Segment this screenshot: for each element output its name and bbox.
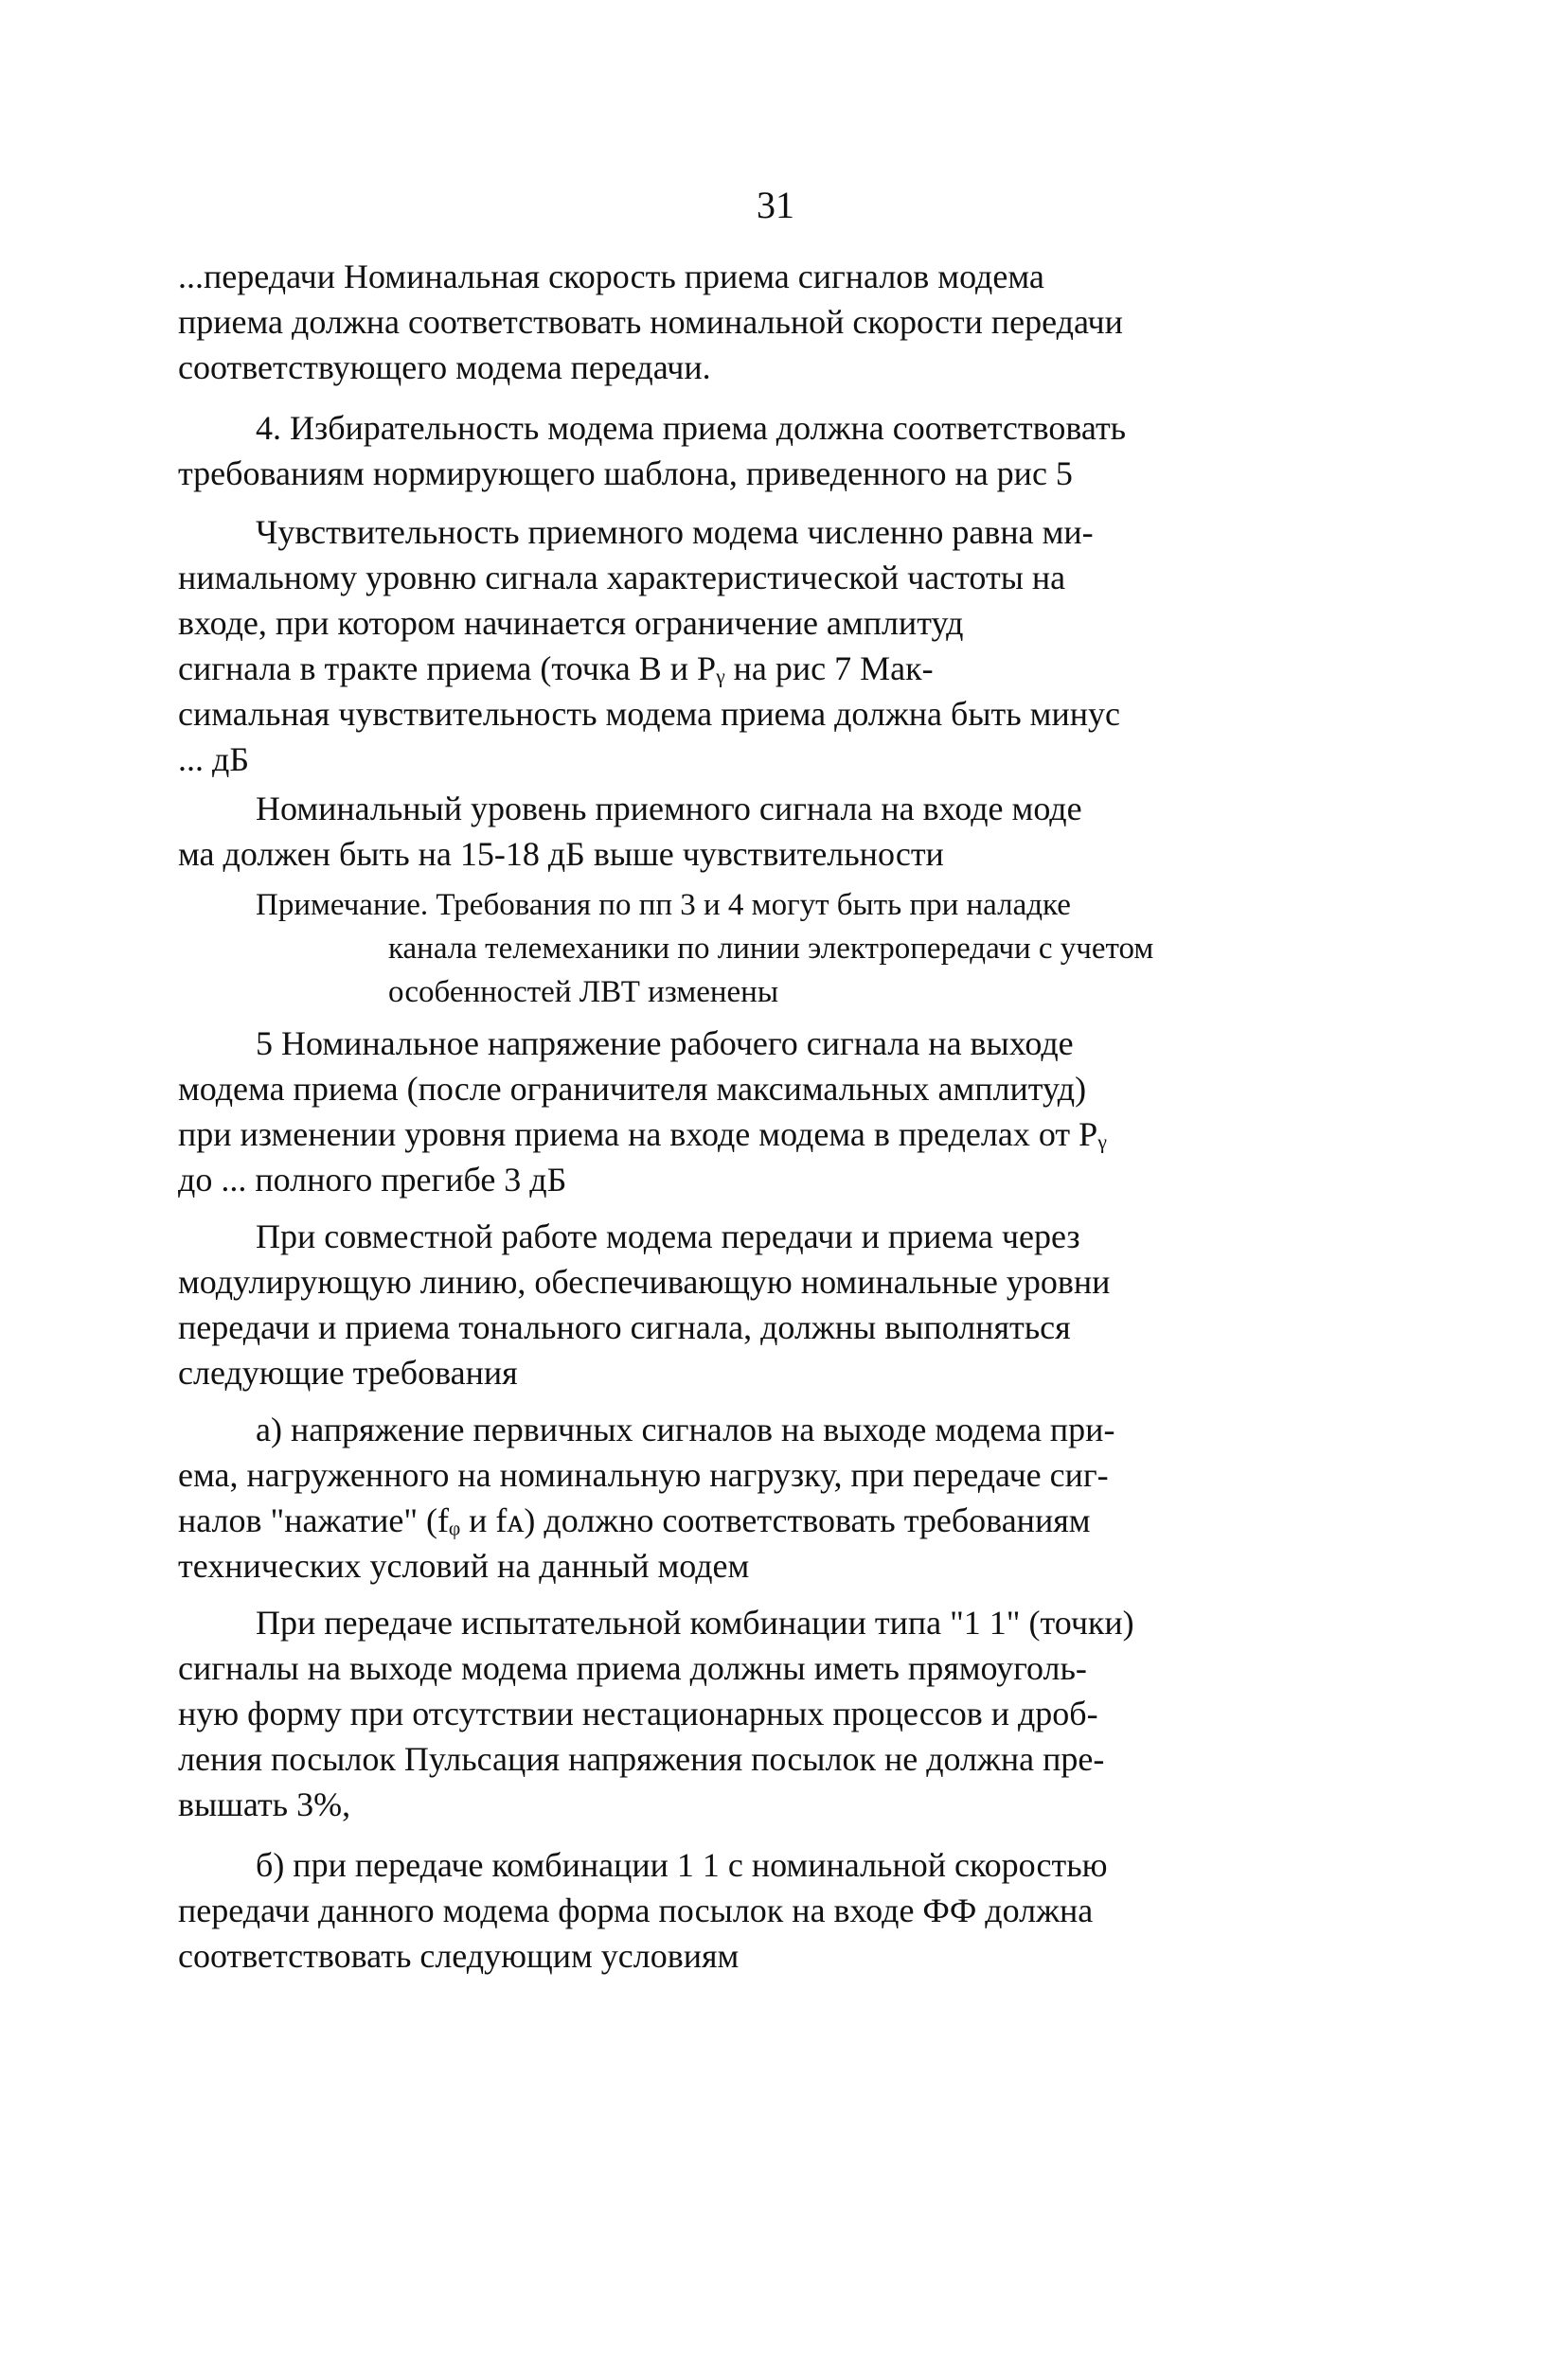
note-line: Примечание. Требования по пп 3 и 4 могут быть при наладке [256, 888, 1071, 922]
text-line: ления посылок Пульсация напряжения посылок не должна пре- [178, 1740, 1105, 1778]
text-line: соответствующего модема передачи. [178, 348, 711, 386]
text-line: ...передачи Номинальная скорость приема сигналов модема [178, 258, 1044, 295]
text-line: Чувствительность приемного модема численно равна ми- [256, 513, 1094, 551]
note-line: особенностей ЛВТ изменены [388, 975, 779, 1009]
text-line: модулирующую линию, обеспечивающую номинальные уровни [178, 1263, 1111, 1301]
text-line: ... дБ [178, 740, 249, 778]
text-line: модема приема (после ограничителя максимальных амплитуд) [178, 1070, 1087, 1108]
text-line: налов "нажатие" (fᵩ и fᴀ) должно соответствовать требованиям [178, 1501, 1091, 1539]
text-line: симальная чувствительность модема приема должна быть минус [178, 695, 1120, 733]
text-line: б) при передаче комбинации 1 1 с номинальной скоростью [256, 1846, 1108, 1884]
page-number: 31 [757, 184, 794, 226]
text-line: входе, при котором начинается ограничение амплитуд [178, 604, 964, 642]
text-line: нимальному уровню сигнала характеристической частоты на [178, 559, 1066, 596]
text-line: ма должен быть на 15-18 дБ выше чувствительности [178, 835, 944, 873]
text-line: передачи и приема тонального сигнала, должны выполняться [178, 1308, 1071, 1346]
text-line: ема, нагруженного на номинальную нагрузку, при передаче сиг- [178, 1456, 1109, 1494]
text-line: ную форму при отсутствии нестационарных процессов и дроб- [178, 1695, 1098, 1732]
text-line: сигнала в тракте приема (точка В и Рᵧ на рис 7 Мак- [178, 649, 934, 687]
text-line: При передаче испытательной комбинации типа "1 1" (точки) [256, 1604, 1134, 1642]
text-line: при изменении уровня приема на входе модема в пределах от Рᵧ [178, 1115, 1107, 1153]
text-line: требованиям нормирующего шаблона, приведенного на рис 5 [178, 454, 1073, 492]
text-line: передачи данного модема форма посылок на входе ФФ должна [178, 1892, 1094, 1929]
text-line: вышать 3%, [178, 1785, 351, 1823]
text-line: следующие требования [178, 1354, 518, 1392]
text-line: сигналы на выходе модема приема должны иметь прямоуголь- [178, 1649, 1087, 1687]
text-line: соответствовать следующим условиям [178, 1937, 740, 1975]
text-line: приема должна соответствовать номинальной скорости передачи [178, 303, 1123, 341]
note-line: канала телемеханики по линии электропередачи с учетом [388, 932, 1154, 966]
text-line: 4. Избирательность модема приема должна соответствовать [256, 409, 1127, 447]
text-line: а) напряжение первичных сигналов на выходе модема при- [256, 1411, 1115, 1448]
text-line: Номинальный уровень приемного сигнала на входе моде [256, 790, 1082, 827]
text-line: технических условий на данный модем [178, 1547, 750, 1585]
text-line: до ... полного прегибе 3 дБ [178, 1161, 567, 1199]
text-line: При совместной работе модема передачи и приема через [256, 1217, 1080, 1255]
text-line: 5 Номинальное напряжение рабочего сигнала на выходе [256, 1024, 1074, 1062]
